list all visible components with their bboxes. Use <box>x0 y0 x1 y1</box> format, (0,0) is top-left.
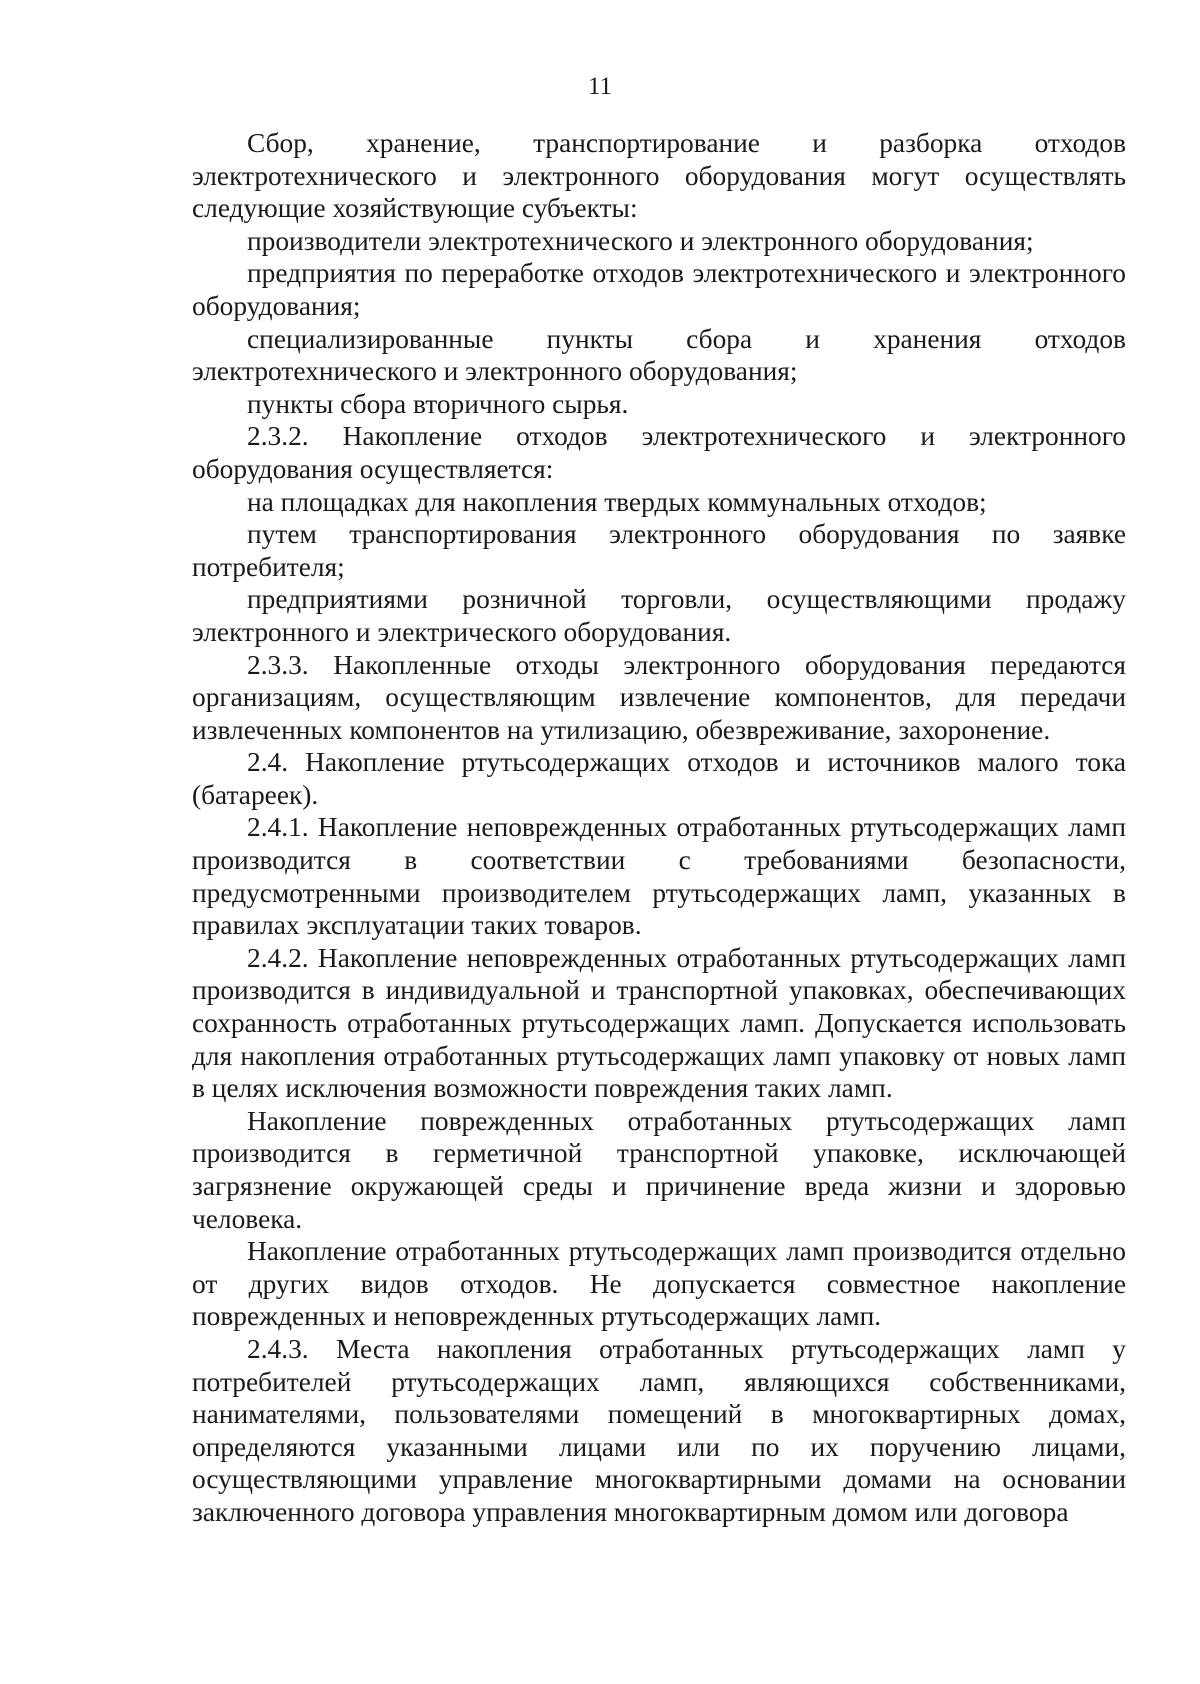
paragraph: производители электротехнического и электронного оборудования; <box>247 225 1034 256</box>
paragraph: пункты сбора вторичного сырья. <box>247 388 629 419</box>
document-body <box>192 127 1126 1529</box>
paragraph: 2.4. Накопление ртутьсодержащих отходов и источников малого тока (батареек). <box>192 747 1126 810</box>
paragraph: 2.4.3. Места накопления отработанных ртутьсодержащих ламп у потребителей ртутьсодержащих ламп, являющихся собственниками, нанимателями, пользователями помещений в многоквартирных домах, определяются указанными лицами или по их поручению лицами, осуществляющими управление многоквартирными домами на основании заключенного договора управления многоквартирным домом или договора <box>192 1333 1126 1527</box>
paragraph: путем транспортирования электронного оборудования по заявке потребителя; <box>192 519 1126 582</box>
page-number: 11 <box>587 73 613 100</box>
paragraph: 2.4.1. Накопление неповрежденных отработанных ртутьсодержащих ламп производится в соответствии с требованиями безопасности, предусмотренными производителем ртутьсодержащих ламп, указанных в правилах эксплуатации таких товаров. <box>192 812 1126 941</box>
paragraph: предприятиями розничной торговли, осуществляющими продажу электронного и электрического оборудования. <box>192 584 1126 647</box>
paragraph: 2.4.2. Накопление неповрежденных отработанных ртутьсодержащих ламп производится в индивидуальной и транспортной упаковках, обеспечивающих сохранность отработанных ртутьсодержащих ламп. Допускается использовать для накопления отработанных ртутьсодержащих ламп упаковку от новых ламп в целях исключения возможности повреждения таких ламп. <box>192 942 1126 1104</box>
paragraph: Накопление отработанных ртутьсодержащих ламп производится отдельно от других видов отходов. Не допускается совместное накопление поврежденных и неповрежденных ртутьсодержащих ламп. <box>192 1236 1126 1332</box>
paragraph: предприятия по переработке отходов электротехнического и электронного оборудования; <box>192 258 1126 321</box>
paragraph: Сбор, хранение, транспортирование и разборка отходов электротехнического и электронного оборудования могут осуществлять следующие хозяйствующие субъекты: <box>192 128 1126 224</box>
paragraph: на площадках для накопления твердых коммунальных отходов; <box>247 486 987 517</box>
paragraph: Накопление поврежденных отработанных ртутьсодержащих ламп производится в герметичной транспортной упаковке, исключающей загрязнение окружающей среды и причинение вреда жизни и здоровью человека. <box>192 1105 1126 1234</box>
paragraph: 2.3.3. Накопленные отходы электронного оборудования передаются организациям, осуществляющим извлечение компонентов, для передачи извлеченных компонентов на утилизацию, обезвреживание, захоронение. <box>192 649 1126 745</box>
paragraph: специализированные пункты сбора и хранения отходов электротехнического и электронного оборудования; <box>192 323 1126 387</box>
paragraph: 2.3.2. Накопление отходов электротехнического и электронного оборудования осуществляется: <box>192 421 1126 484</box>
